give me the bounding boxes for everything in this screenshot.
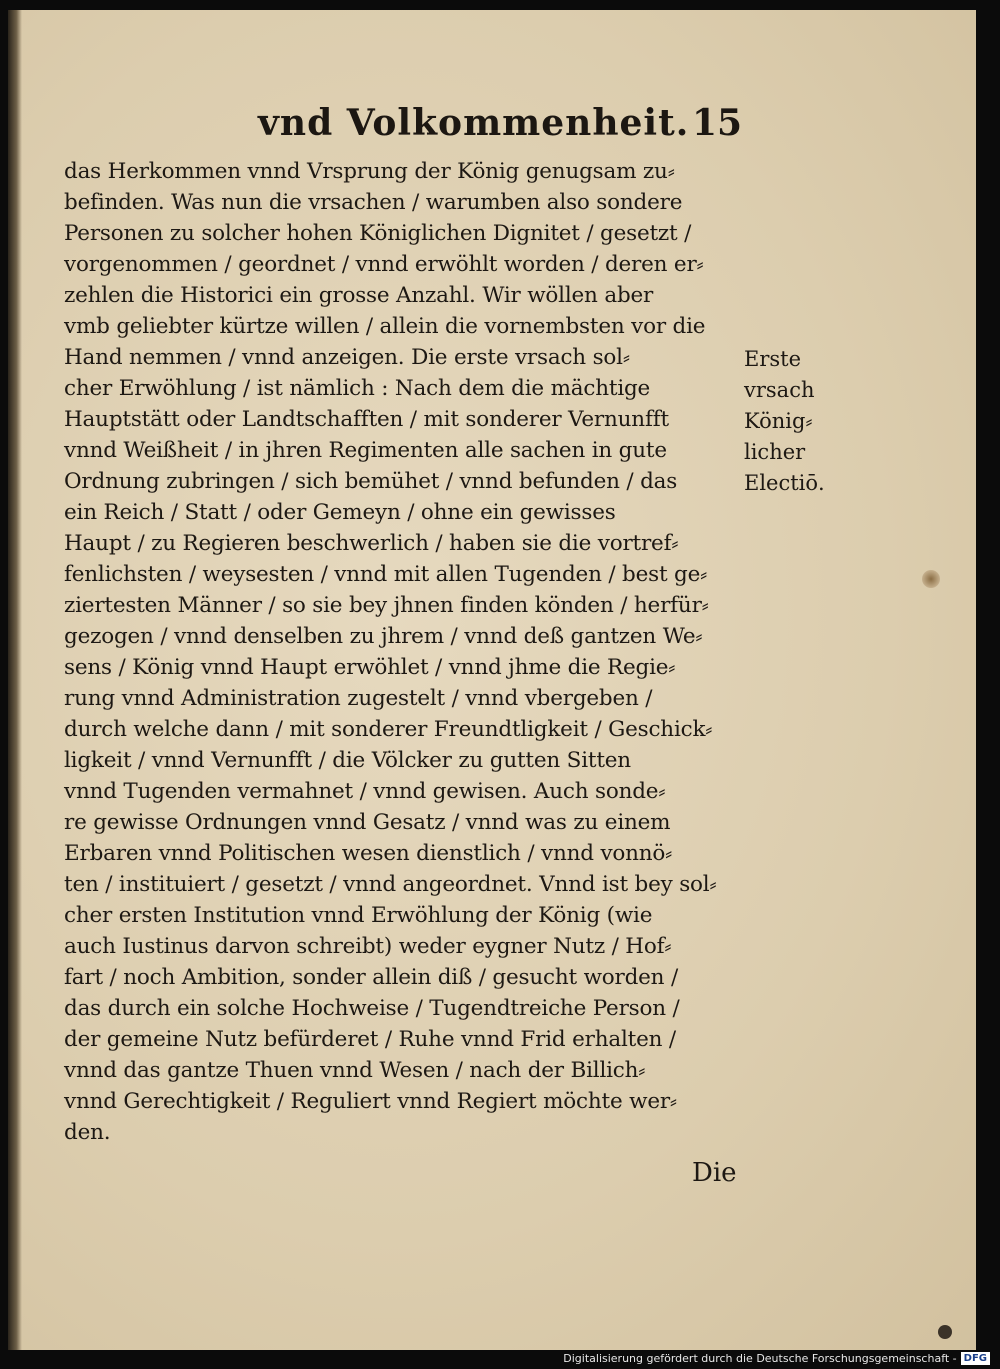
credit-text: Digitalisierung gefördert durch die Deutsche Forschungsgemeinschaft -	[563, 1352, 957, 1365]
marginal-note-line: Electiō.	[744, 471, 825, 495]
text-line: fenlichsten / weysesten / vnnd mit allen Tugenden / best ge⸗	[64, 562, 708, 587]
text-line: Hauptstätt oder Landtschafften / mit sonderer Vernunfft	[64, 407, 669, 432]
marginal-note-line: Erste	[744, 347, 802, 371]
text-line: ziertesten Männer / so sie bey jhnen finden könden / herfür⸗	[64, 593, 709, 618]
marginal-note-line: licher	[744, 440, 806, 464]
text-line: vnnd Gerechtigkeit / Reguliert vnnd Regiert möchte wer⸗	[64, 1089, 677, 1114]
text-line: gezogen / vnnd denselben zu jhrem / vnnd deß gantzen We⸗	[64, 624, 703, 649]
text-line: Ordnung zubringen / sich bemühet / vnnd befunden / das	[64, 469, 678, 494]
text-line: fart / noch Ambition, sonder allein diß / gesucht worden /	[64, 965, 678, 990]
marginal-note-line: vrsach	[744, 378, 815, 402]
catchword: Die	[692, 1158, 737, 1188]
text-line: sens / König vnnd Haupt erwöhlet / vnnd jhme die Regie⸗	[64, 655, 676, 680]
text-line: Hand nemmen / vnnd anzeigen. Die erste vrsach sol⸗	[64, 345, 630, 370]
text-line: den.	[64, 1120, 111, 1145]
page-gutter-shadow	[8, 10, 22, 1350]
digitization-credit	[563, 1352, 990, 1365]
text-line: Erbaren vnnd Politischen wesen dienstlich / vnnd vonnö⸗	[64, 841, 673, 866]
page-number: 15	[692, 102, 743, 144]
text-line: vorgenommen / geordnet / vnnd erwöhlt worden / deren er⸗	[64, 252, 704, 277]
marginal-note-line: König⸗	[744, 409, 813, 433]
text-line: auch Iustinus darvon schreibt) weder eygner Nutz / Hof⸗	[64, 934, 672, 959]
text-line: ein Reich / Statt / oder Gemeyn / ohne ein gewisses	[64, 500, 616, 525]
text-line: vnnd Tugenden vermahnet / vnnd gewisen. Auch sonde⸗	[64, 779, 666, 804]
text-line: befinden. Was nun die vrsachen / warumben also sondere	[64, 190, 683, 215]
text-line: ten / instituiert / gesetzt / vnnd angeordnet. Vnnd ist bey sol⸗	[64, 872, 717, 897]
text-line: cher ersten Institution vnnd Erwöhlung der König (wie	[64, 903, 653, 928]
text-line: durch welche dann / mit sonderer Freundtligkeit / Geschick⸗	[64, 717, 713, 742]
text-line: vnnd Weißheit / in jhren Regimenten alle sachen in gute	[64, 438, 667, 463]
text-line: Personen zu solcher hohen Königlichen Dignitet / gesetzt /	[64, 221, 692, 246]
running-head: vnd Volkommenheit.	[258, 102, 690, 144]
text-line: ligkeit / vnnd Vernunfft / die Völcker zu gutten Sitten	[64, 748, 631, 773]
text-line: rung vnnd Administration zugestelt / vnnd vbergeben /	[64, 686, 653, 711]
text-line: das durch ein solche Hochweise / Tugendtreiche Person /	[64, 996, 680, 1021]
corner-mark	[938, 1325, 952, 1339]
text-line: Haupt / zu Regieren beschwerlich / haben sie die vortref⸗	[64, 531, 679, 556]
text-line: vmb geliebter kürtze willen / allein die vornembsten vor die	[64, 314, 706, 339]
paper-stain	[922, 570, 940, 588]
marginal-note	[744, 344, 825, 499]
body-text	[64, 156, 744, 1148]
text-line: das Herkommen vnnd Vrsprung der König genugsam zu⸗	[64, 159, 675, 184]
text-line: re gewisse Ordnungen vnnd Gesatz / vnnd was zu einem	[64, 810, 671, 835]
text-line: zehlen die Historici ein grosse Anzahl. Wir wöllen aber	[64, 283, 654, 308]
book-page	[8, 10, 976, 1350]
text-line: cher Erwöhlung / ist nämlich : Nach dem die mächtige	[64, 376, 651, 401]
dfg-logo-icon: DFG	[961, 1352, 990, 1365]
text-line: vnnd das gantze Thuen vnnd Wesen / nach der Billich⸗	[64, 1058, 646, 1083]
text-line: der gemeine Nutz befürderet / Ruhe vnnd Frid erhalten /	[64, 1027, 676, 1052]
